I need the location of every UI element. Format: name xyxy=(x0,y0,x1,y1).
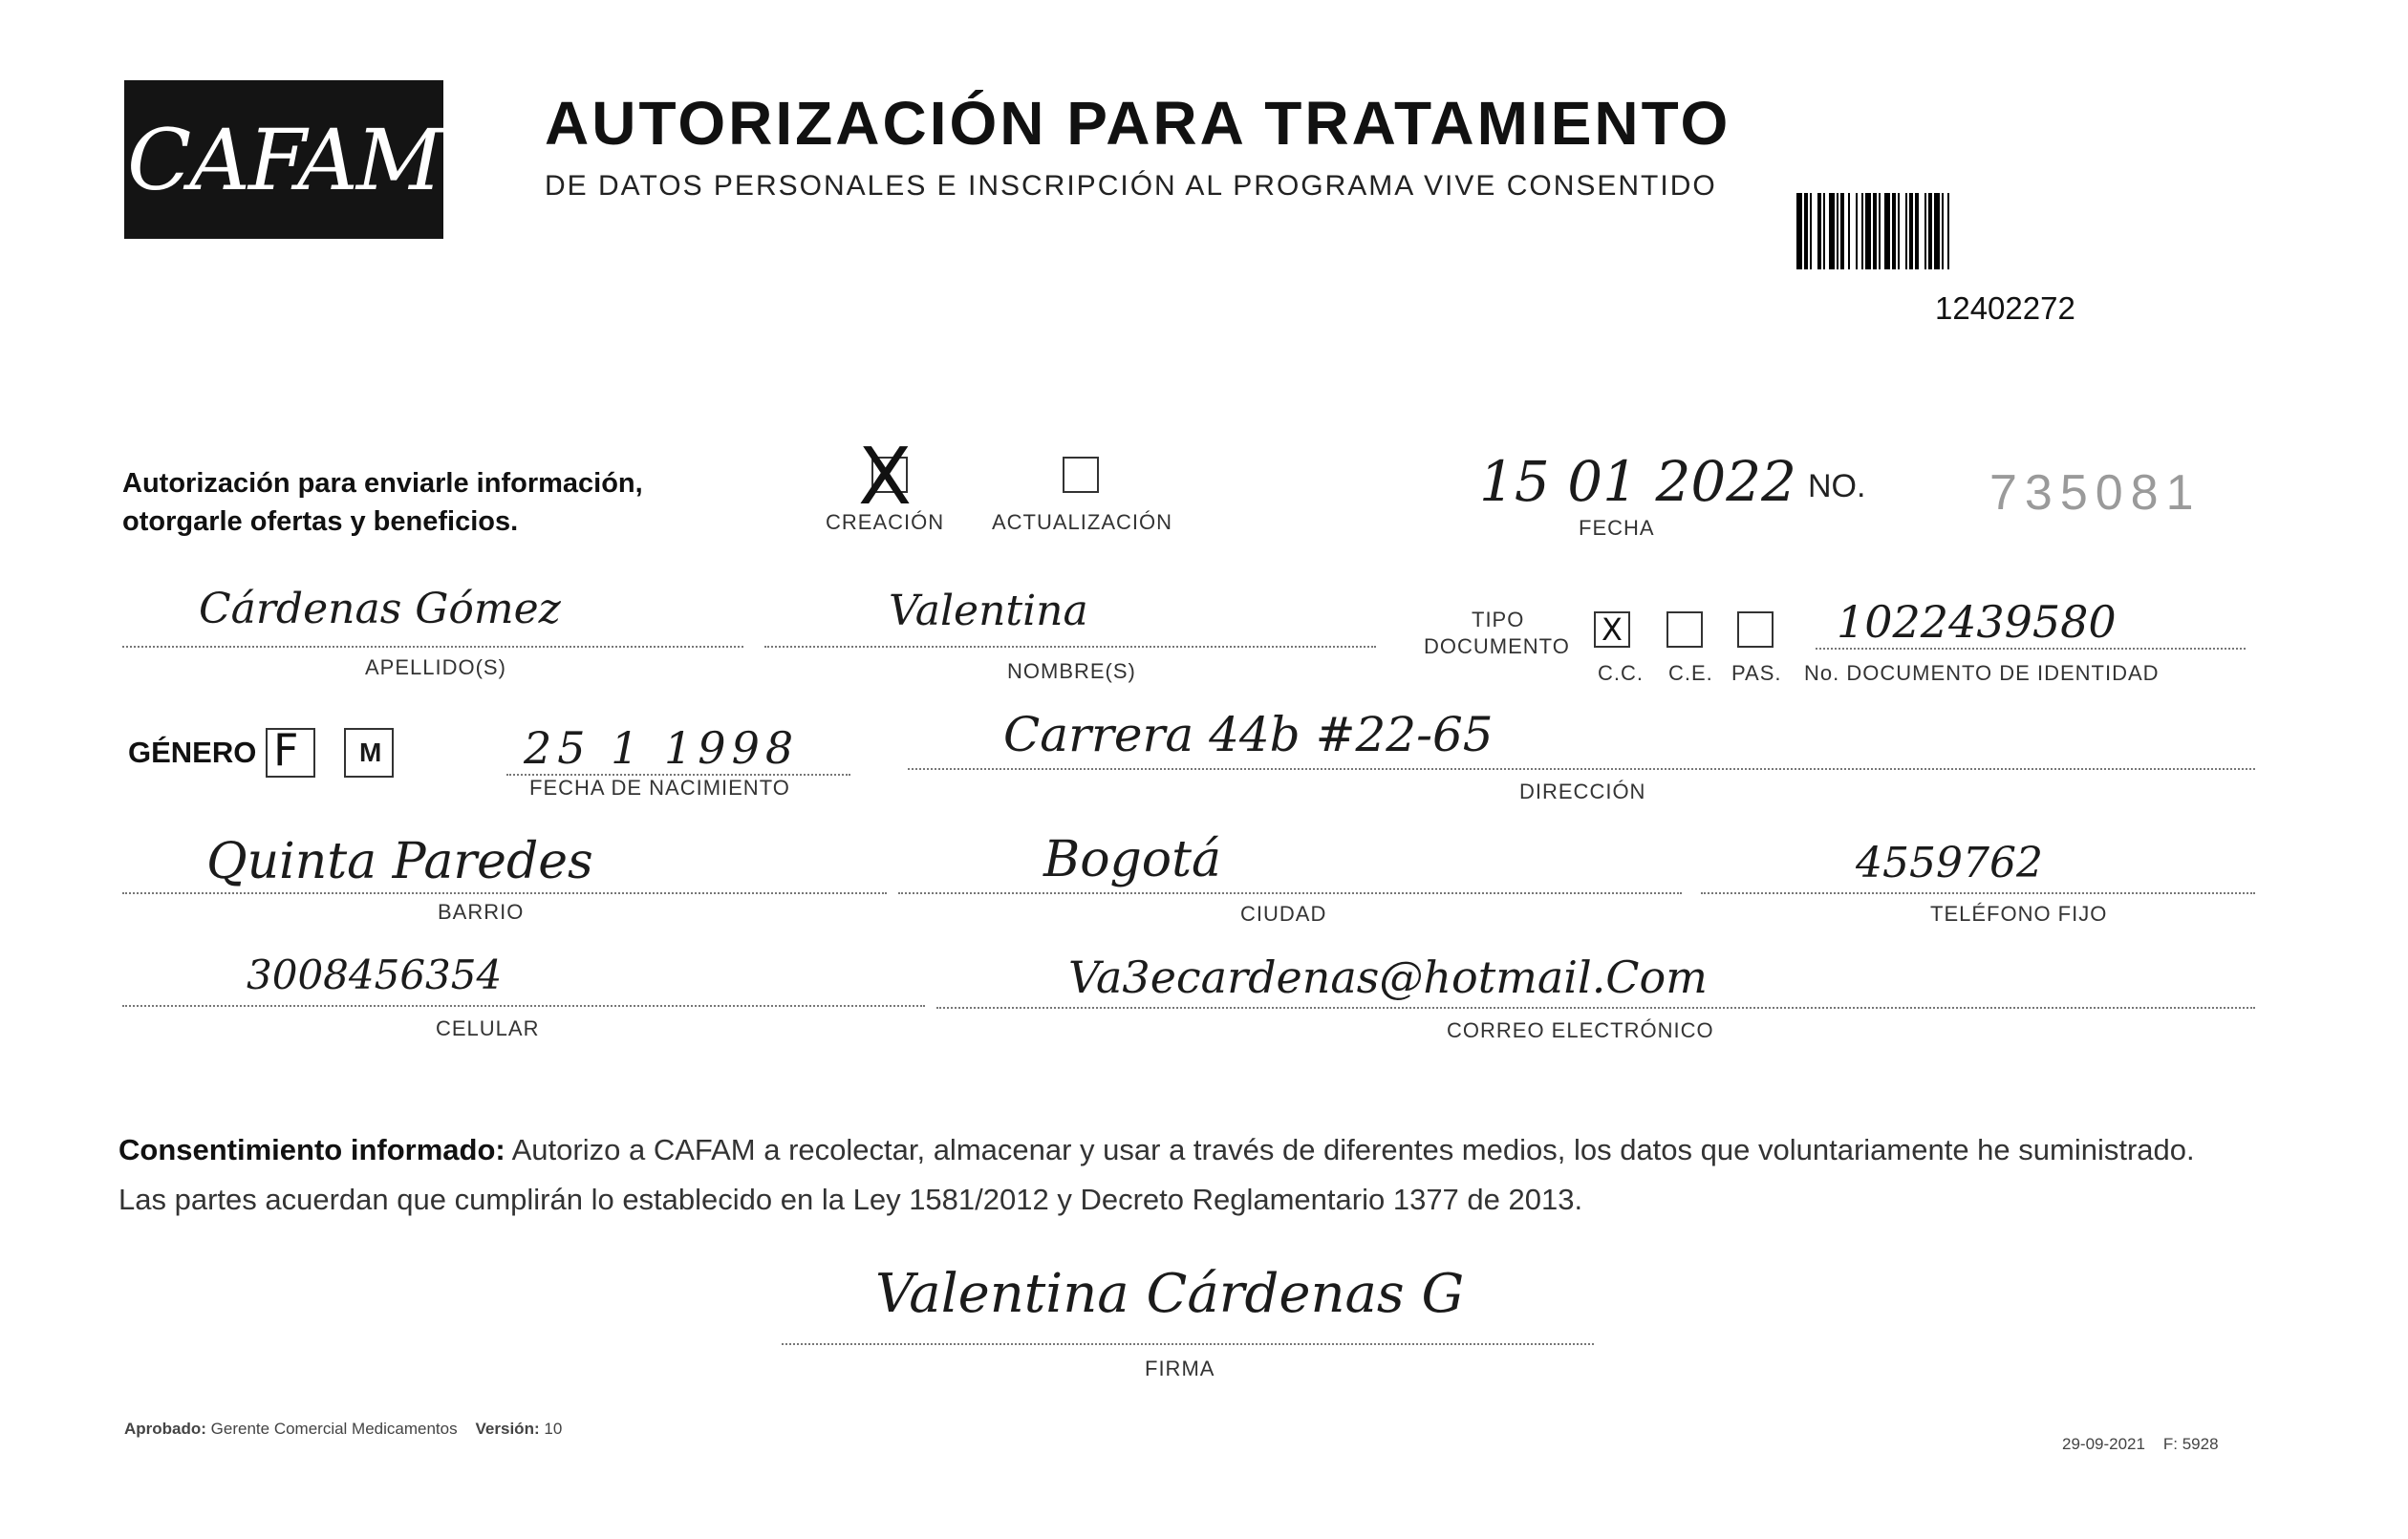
cc-checkmark: X xyxy=(1602,611,1623,648)
correo-value: Va3ecardenas@hotmail.Com xyxy=(1068,951,1708,1003)
nombres-line xyxy=(764,646,1376,648)
footer-code xyxy=(2062,1435,2219,1454)
intro-text xyxy=(122,464,643,541)
documento-label: No. DOCUMENTO DE IDENTIDAD xyxy=(1804,661,2160,685)
direccion-value: Carrera 44b #22-65 xyxy=(1003,707,1494,762)
cafam-logo xyxy=(124,80,443,239)
approved-label: Aprobado: xyxy=(124,1420,206,1438)
consent-heading: Consentimiento informado: xyxy=(118,1133,505,1166)
genero-f-mark: F xyxy=(273,724,299,776)
barrio-line xyxy=(122,892,887,894)
fecha-value: 15 01 2022 xyxy=(1479,449,1797,514)
telefono-line xyxy=(1701,892,2255,894)
footer-approval xyxy=(124,1420,562,1439)
numero-label: NO. xyxy=(1808,468,1866,504)
genero-label: GÉNERO xyxy=(128,736,257,769)
intro-line-2: otorgarle ofertas y beneficios. xyxy=(122,506,519,537)
document-subtitle: DE DATOS PERSONALES E INSCRIPCIÓN AL PROGRAMA VIVE CONSENTIDO xyxy=(545,170,1717,202)
consent-text-2: Las partes acuerdan que cumplirán lo establecido en la Ley 1581/2012 y Decreto Reglamentario 1377 de 2013. xyxy=(118,1183,1583,1216)
pas-label: PAS. xyxy=(1731,661,1782,685)
ciudad-label: CIUDAD xyxy=(1240,902,1327,926)
approved-value: Gerente Comercial Medicamentos xyxy=(210,1420,458,1438)
nacimiento-label: FECHA DE NACIMIENTO xyxy=(529,776,790,800)
consent-block xyxy=(118,1125,2259,1225)
cc-label: C.C. xyxy=(1598,661,1644,685)
tipo-label-1: TIPO xyxy=(1472,608,1525,631)
barcode xyxy=(1796,193,2179,269)
correo-label: CORREO ELECTRÓNICO xyxy=(1447,1018,1714,1042)
apellidos-line xyxy=(122,646,743,648)
signature-label: FIRMA xyxy=(1145,1357,1215,1380)
apellidos-value: Cárdenas Gómez xyxy=(199,585,561,633)
barcode-number: 12402272 xyxy=(1935,290,2075,326)
signature-value: Valentina Cárdenas G xyxy=(875,1263,1465,1325)
version-value: 10 xyxy=(544,1420,563,1438)
barrio-label: BARRIO xyxy=(438,900,525,924)
signature-line xyxy=(782,1343,1594,1345)
version-label: Versión: xyxy=(475,1420,540,1438)
update-checkbox[interactable] xyxy=(1063,457,1099,493)
celular-value: 3008456354 xyxy=(247,951,503,998)
ciudad-value: Bogotá xyxy=(1043,831,1222,888)
nombres-label: NOMBRE(S) xyxy=(1007,659,1136,683)
celular-label: CELULAR xyxy=(436,1016,540,1040)
update-label: ACTUALIZACIÓN xyxy=(992,510,1173,534)
nacimiento-value: 25 1 1998 xyxy=(524,722,800,774)
tipo-label-2: DOCUMENTO xyxy=(1424,634,1570,658)
telefono-label: TELÉFONO FIJO xyxy=(1930,902,2108,926)
telefono-value: 4559762 xyxy=(1856,839,2043,887)
documento-line xyxy=(1816,648,2246,650)
apellidos-label: APELLIDO(S) xyxy=(365,655,506,679)
footer-form-code: F: 5928 xyxy=(2162,1435,2219,1453)
logo-text: CAFAM xyxy=(127,110,441,209)
intro-line-1: Autorización para enviarle información, xyxy=(122,468,643,499)
numero-value: 735081 xyxy=(1989,465,2202,521)
ciudad-line xyxy=(898,892,1682,894)
direccion-line xyxy=(908,768,2255,770)
celular-line xyxy=(122,1005,925,1007)
fecha-label: FECHA xyxy=(1579,516,1655,540)
consent-text-1: Autorizo a CAFAM a recolectar, almacenar y usar a través de diferentes medios, los datos que voluntariamente he suministrado. xyxy=(511,1133,2195,1166)
pas-checkbox[interactable] xyxy=(1737,611,1774,648)
ce-label: C.E. xyxy=(1668,661,1713,685)
direccion-label: DIRECCIÓN xyxy=(1519,780,1646,803)
documento-value: 1022439580 xyxy=(1837,596,2117,648)
correo-line xyxy=(936,1007,2255,1009)
barrio-value: Quinta Paredes xyxy=(206,833,593,890)
document-title: AUTORIZACIÓN PARA TRATAMIENTO xyxy=(545,89,1731,158)
barcode-bar xyxy=(1949,193,1953,269)
genero-m-label: M xyxy=(359,737,382,767)
footer-date: 29-09-2021 xyxy=(2062,1435,2145,1453)
creation-checkmark: X xyxy=(858,432,913,523)
nombres-value: Valentina xyxy=(889,587,1088,635)
creation-label: CREACIÓN xyxy=(826,510,945,534)
ce-checkbox[interactable] xyxy=(1666,611,1703,648)
